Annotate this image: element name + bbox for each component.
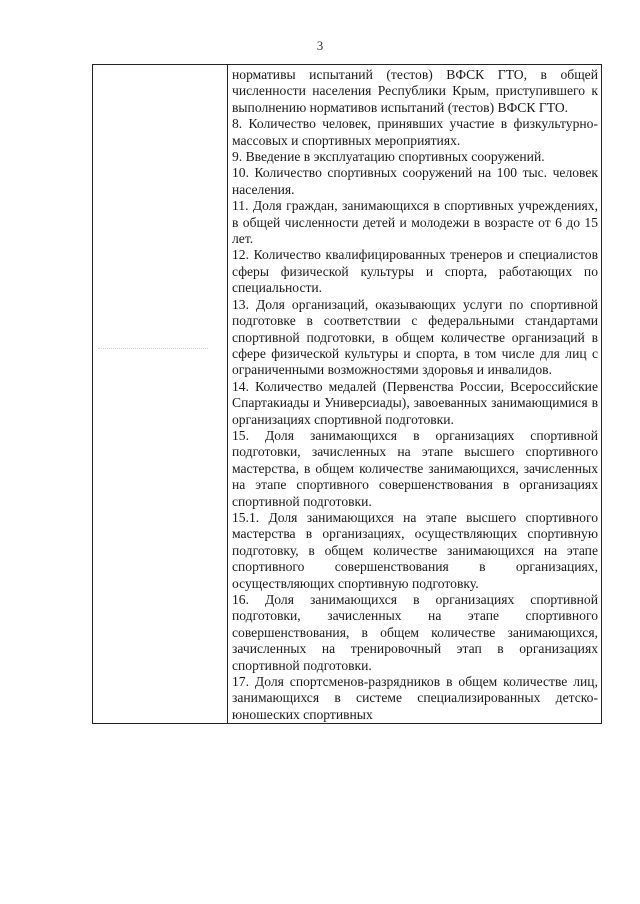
paragraph-item-12: 12. Количество квалифицированных тренеров и специалистов сферы физической культуры и спорта, работающих по специальности.: [232, 247, 598, 296]
left-empty-cell: [93, 65, 228, 724]
paragraph-item-10: 10. Количество спортивных сооружений на 100 тыс. человек населения.: [232, 165, 598, 197]
paragraph-item-13: 13. Доля организаций, оказывающих услуги по спортивной подготовке в соответствии с федеральными стандартами спортивной подготовки, в общем количестве организаций в сфере физической культуры и спорта, в том числе для лиц с ограниченными возможностями здоровья и инвалидов.: [232, 296, 598, 378]
scan-artifact: [98, 348, 208, 357]
paragraph-item-17: 17. Доля спортсменов-разрядников в общем количестве лиц, занимающихся в системе специализированных детско-юношеских спортивных: [232, 674, 598, 722]
paragraph-continuation: нормативы испытаний (тестов) ВФСК ГТО, в общей численности населения Республики Крым, приступившего к выполнению нормативов испытаний (тестов) ВФСК ГТО.: [232, 67, 598, 115]
paragraph-item-14: 14. Количество медалей (Первенства России, Всероссийские Спартакиады и Универсиады), завоеванных занимающимися в организациях спортивной подготовки.: [232, 378, 598, 427]
page-number: 3: [316, 38, 324, 53]
paragraph-item-8: 8. Количество человек, принявших участие в физкультурно-массовых и спортивных мероприятиях.: [232, 116, 598, 148]
table-row: [93, 65, 602, 724]
paragraph-item-15-1: 15.1. Доля занимающихся на этапе высшего спортивного мастерства в организациях, осуществляющих спортивную подготовку, в общем количестве занимающихся на этапе спортивного совершенствования в организациях, осуществляющих спортивную подготовку.: [232, 509, 598, 591]
paragraph-item-16: 16. Доля занимающихся в организациях спортивной подготовки, зачисленных на этапе спортивного совершенствования, в общем количестве занимающихся, зачисленных на тренировочный этап в организациях спортивной подготовки.: [232, 592, 598, 673]
indicators-table: [92, 64, 602, 724]
paragraph-item-15: 15. Доля занимающихся в организациях спортивной подготовки, зачисленных на этапе высшего спортивного мастерства, в общем количестве занимающихся, зачисленных на этапе спортивного совершенствования в организациях спортивной подготовки.: [232, 427, 598, 509]
indicators-cell: [228, 65, 602, 724]
paragraph-item-9: 9. Введение в эксплуатацию спортивных сооружений.: [232, 149, 545, 165]
paragraph-item-11: 11. Доля граждан, занимающихся в спортивных учреждениях, в общей численности детей и молодежи в возрасте от 6 до 15 лет.: [232, 198, 598, 247]
